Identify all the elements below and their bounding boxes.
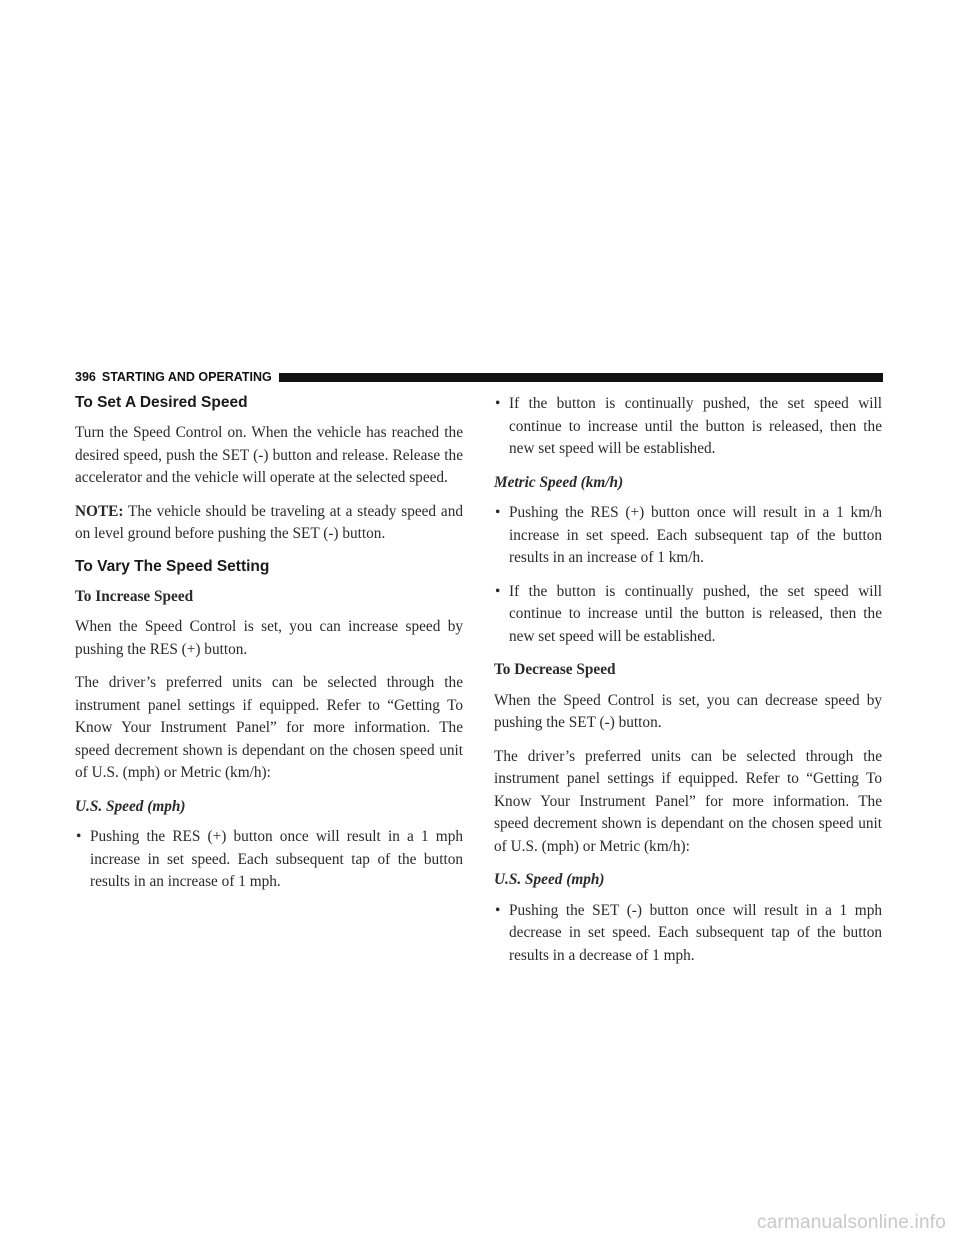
list-item-text: Pushing the SET (-) button once will result in a 1 mph decrease in set speed. Each subsequent tap of the button results in a decrease of 1 mph. [509, 901, 882, 964]
paragraph-set-speed: Turn the Speed Control on. When the vehicle has reached the desired speed, push the SET (-) button and release. Release the accelerator and the vehicle will operate at the selected speed. [75, 424, 463, 486]
page-number: 396 [75, 370, 96, 384]
list-item [494, 581, 882, 649]
list-item [75, 826, 463, 894]
subheading-us-speed: U.S. Speed (mph) [75, 797, 186, 815]
watermark: carmanualsonline.info [756, 1212, 946, 1233]
list-item-text: If the button is continually pushed, the set speed will continue to increase until the button is released, then the new set speed will be established. [509, 395, 882, 457]
list-item-text: If the button is continually pushed, the set speed will continue to increase until the button is released, then the new set speed will be established. [509, 582, 882, 645]
header-rule [279, 373, 883, 382]
list-item [494, 502, 882, 570]
bullet-list-us [75, 826, 463, 894]
list-item [494, 900, 882, 968]
bullet-icon: • [495, 504, 501, 521]
note-label: NOTE: [75, 502, 124, 520]
bullet-icon: • [495, 582, 501, 600]
paragraph-decrease: When the Speed Control is set, you can decrease speed by pushing the SET (-) button. [494, 691, 882, 731]
heading-set-desired-speed: To Set A Desired Speed [75, 394, 248, 411]
bullet-list-metric [494, 502, 882, 648]
section-title: STARTING AND OPERATING [101, 370, 272, 384]
subheading-decrease-speed: To Decrease Speed [494, 661, 616, 678]
list-item [494, 393, 882, 461]
subheading-us-speed-right: U.S. Speed (mph) [494, 871, 605, 888]
subheading-metric-speed: Metric Speed (km/h) [494, 473, 624, 491]
bullet-icon: • [76, 828, 82, 845]
list-item-text: Pushing the RES (+) button once will result in a 1 mph increase in set speed. Each subsequent tap of the button results in an increase of 1 mph. [90, 828, 463, 890]
subheading-increase-speed: To Increase Speed [75, 587, 194, 605]
right-column [494, 393, 882, 978]
page-header [75, 369, 883, 385]
bullet-list-us-continued [494, 393, 882, 461]
bullet-list-us-decrease [494, 900, 882, 968]
note-text: The vehicle should be traveling at a steady speed and on level ground before pushing the SET (-) button. [75, 502, 463, 542]
bullet-icon: • [495, 395, 501, 412]
paragraph-increase: When the Speed Control is set, you can increase speed by pushing the RES (+) button. [75, 618, 463, 658]
bullet-icon: • [495, 901, 501, 919]
list-item-text: Pushing the RES (+) button once will result in a 1 km/h increase in set speed. Each subsequent tap of the button results in an increase of 1 km/h. [509, 504, 882, 566]
note-paragraph [75, 501, 463, 546]
paragraph-units-right: The driver’s preferred units can be selected through the instrument panel settings if equipped. Refer to “Getting To Know Your Instrument Panel” for more information. The speed decrement shown is dependant on the chosen speed unit of U.S. (mph) or Metric (km/h): [494, 747, 882, 855]
left-column [75, 393, 463, 905]
paragraph-units: The driver’s preferred units can be selected through the instrument panel settings if equipped. Refer to “Getting To Know Your Instrument Panel” for more information. The speed decrement shown is dependant on the chosen speed unit of U.S. (mph) or Metric (km/h): [75, 674, 463, 781]
heading-vary-speed: To Vary The Speed Setting [75, 557, 270, 575]
